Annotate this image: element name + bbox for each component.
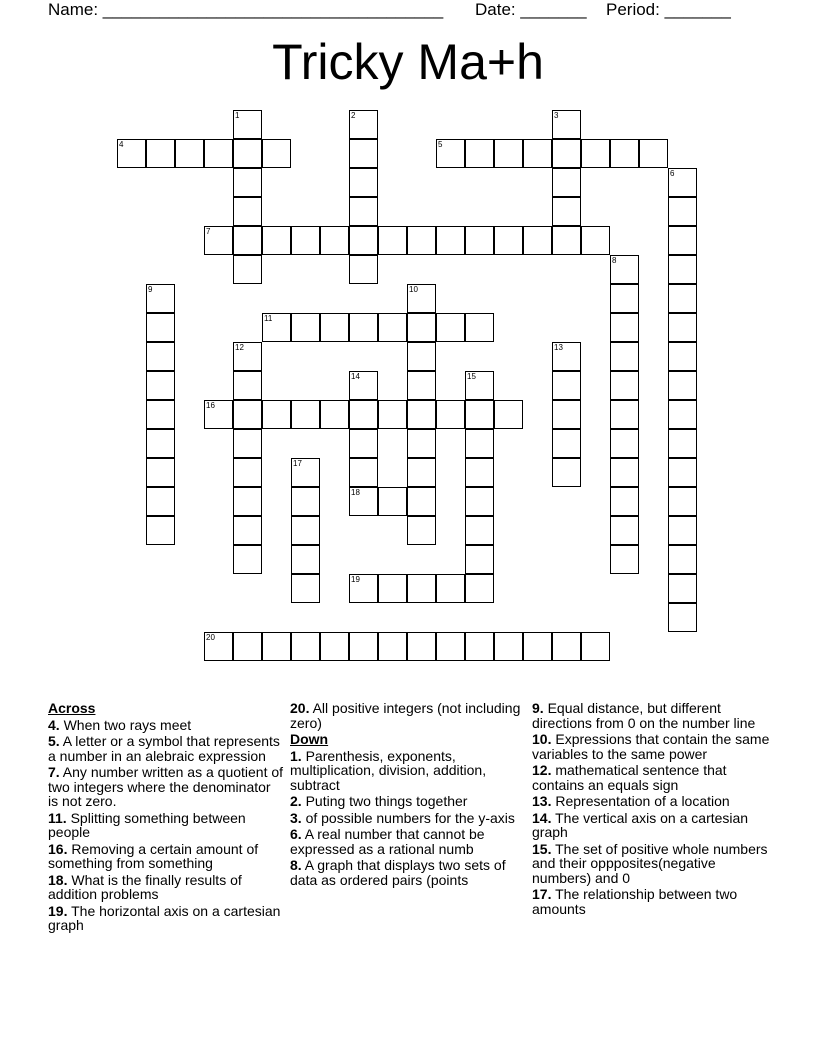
clue-text: Splitting something between people xyxy=(48,809,246,840)
crossword-cell[interactable] xyxy=(436,574,465,603)
crossword-cell[interactable] xyxy=(146,139,175,168)
crossword-cell[interactable] xyxy=(668,284,697,313)
crossword-cell[interactable] xyxy=(378,574,407,603)
clue-number-label: 14 xyxy=(351,372,360,381)
crossword-cell[interactable] xyxy=(436,400,465,429)
clue-item xyxy=(290,749,526,793)
clue-number: 6. xyxy=(290,826,302,842)
crossword-cell[interactable] xyxy=(610,139,639,168)
crossword-cell[interactable] xyxy=(291,632,320,661)
clue-number: 17. xyxy=(532,886,552,902)
crossword-cell[interactable] xyxy=(378,632,407,661)
crossword-cell[interactable] xyxy=(117,139,146,168)
crossword-cell[interactable] xyxy=(320,313,349,342)
clue-item xyxy=(532,842,772,886)
crossword-cell[interactable] xyxy=(146,487,175,516)
crossword-cell[interactable] xyxy=(465,458,494,487)
crossword-cell[interactable] xyxy=(291,574,320,603)
crossword-cell[interactable] xyxy=(146,516,175,545)
crossword-cell[interactable] xyxy=(552,168,581,197)
clue-text: The set of positive whole numbers and their oppposites(negative numbers) and 0 xyxy=(532,840,768,886)
crossword-cell[interactable] xyxy=(552,197,581,226)
crossword-cell[interactable] xyxy=(465,487,494,516)
crossword-cell[interactable] xyxy=(291,516,320,545)
crossword-cell[interactable] xyxy=(233,197,262,226)
crossword-cell[interactable] xyxy=(233,632,262,661)
student-info-header xyxy=(0,0,816,24)
clue-number-label: 4 xyxy=(119,140,124,149)
crossword-cell[interactable] xyxy=(610,400,639,429)
crossword-cell[interactable] xyxy=(407,400,436,429)
crossword-cell[interactable] xyxy=(349,574,378,603)
clue-number-label: 7 xyxy=(206,227,211,236)
clue-number: 2. xyxy=(290,793,302,809)
crossword-cell[interactable] xyxy=(639,139,668,168)
crossword-cell[interactable] xyxy=(320,400,349,429)
crossword-cell[interactable] xyxy=(233,139,262,168)
crossword-cell[interactable] xyxy=(610,429,639,458)
clue-number-label: 16 xyxy=(206,401,215,410)
clue-text: What is the finally results of addition problems xyxy=(48,871,242,902)
clue-item xyxy=(532,811,772,840)
clue-number-label: 20 xyxy=(206,633,215,642)
crossword-cell[interactable] xyxy=(581,226,610,255)
crossword-cell[interactable] xyxy=(436,139,465,168)
clue-item xyxy=(532,887,772,916)
clue-number-label: 10 xyxy=(409,285,418,294)
crossword-cell[interactable] xyxy=(465,429,494,458)
crossword-cell[interactable] xyxy=(233,429,262,458)
crossword-cell[interactable] xyxy=(668,458,697,487)
clue-text: Removing a certain amount of something from something xyxy=(48,840,259,871)
clue-number-label: 1 xyxy=(235,111,240,120)
crossword-cell[interactable] xyxy=(610,487,639,516)
crossword-cell[interactable] xyxy=(233,516,262,545)
crossword-cell[interactable] xyxy=(378,400,407,429)
crossword-cell[interactable] xyxy=(610,545,639,574)
crossword-cell[interactable] xyxy=(494,139,523,168)
crossword-cell[interactable] xyxy=(291,487,320,516)
crossword-cell[interactable] xyxy=(552,342,581,371)
crossword-cell[interactable] xyxy=(465,516,494,545)
crossword-cell[interactable] xyxy=(233,226,262,255)
crossword-cell[interactable] xyxy=(552,632,581,661)
crossword-cell[interactable] xyxy=(407,371,436,400)
across-clue-list xyxy=(48,718,284,933)
crossword-cell[interactable] xyxy=(668,197,697,226)
crossword-cell[interactable] xyxy=(262,139,291,168)
clue-number: 16. xyxy=(48,840,68,857)
crossword-cell[interactable] xyxy=(523,139,552,168)
clue-number: 11. xyxy=(48,809,67,826)
crossword-cell[interactable] xyxy=(349,400,378,429)
name-field[interactable]: Name: ____________________________________ xyxy=(48,0,444,19)
clue-number-label: 18 xyxy=(351,488,360,497)
crossword-cell[interactable] xyxy=(407,284,436,313)
crossword-cell[interactable] xyxy=(581,139,610,168)
crossword-cell[interactable] xyxy=(581,632,610,661)
crossword-cell[interactable] xyxy=(610,516,639,545)
crossword-cell[interactable] xyxy=(233,342,262,371)
crossword-cell[interactable] xyxy=(407,458,436,487)
crossword-cell[interactable] xyxy=(378,487,407,516)
crossword-cell[interactable] xyxy=(146,342,175,371)
clues-column-2 xyxy=(290,701,526,889)
clue-number: 10. xyxy=(532,731,552,747)
crossword-cell[interactable] xyxy=(523,226,552,255)
clue-number: 9. xyxy=(532,700,544,716)
crossword-cell[interactable] xyxy=(465,632,494,661)
crossword-cell[interactable] xyxy=(233,458,262,487)
clue-item xyxy=(532,732,772,761)
clue-text: Any number written as a quotient of two integers where the denominator is not zero. xyxy=(48,764,284,809)
clue-item xyxy=(290,858,526,887)
crossword-cell[interactable] xyxy=(552,400,581,429)
crossword-cell[interactable] xyxy=(233,400,262,429)
crossword-cell[interactable] xyxy=(494,226,523,255)
clue-number: 18. xyxy=(48,871,68,888)
crossword-cell[interactable] xyxy=(349,110,378,139)
clue-item xyxy=(532,701,772,730)
clue-number-label: 13 xyxy=(554,343,563,352)
crossword-cell[interactable] xyxy=(233,110,262,139)
crossword-cell[interactable] xyxy=(552,226,581,255)
clue-number: 7. xyxy=(48,764,60,780)
crossword-cell[interactable] xyxy=(233,168,262,197)
clue-number: 4. xyxy=(48,716,60,733)
crossword-cell[interactable] xyxy=(349,429,378,458)
crossword-cell[interactable] xyxy=(523,632,552,661)
crossword-cell[interactable] xyxy=(291,400,320,429)
crossword-cell[interactable] xyxy=(668,429,697,458)
page-title: Tricky Ma+h xyxy=(272,34,544,90)
crossword-cell[interactable] xyxy=(436,226,465,255)
clue-number-label: 11 xyxy=(264,314,273,323)
clue-text: mathematical sentence that contains an equals sign xyxy=(532,762,727,793)
crossword-cell[interactable] xyxy=(668,487,697,516)
crossword-cell[interactable] xyxy=(552,110,581,139)
down-clue-list-continued xyxy=(532,701,772,916)
clue-text: Representation of a location xyxy=(551,793,730,809)
clue-item xyxy=(48,734,284,763)
crossword-cell[interactable] xyxy=(668,400,697,429)
crossword-cell[interactable] xyxy=(349,255,378,284)
crossword-cell[interactable] xyxy=(407,429,436,458)
clue-item xyxy=(290,794,526,809)
crossword-cell[interactable] xyxy=(233,371,262,400)
clue-text: A graph that displays two sets of data as ordered pairs (points xyxy=(290,857,506,888)
clues-column-3 xyxy=(532,701,772,918)
crossword-cell[interactable] xyxy=(349,632,378,661)
crossword-cell[interactable] xyxy=(233,255,262,284)
crossword-cell[interactable] xyxy=(320,632,349,661)
clue-number-label: 9 xyxy=(148,285,153,294)
crossword-cell[interactable] xyxy=(610,371,639,400)
crossword-cell[interactable] xyxy=(668,516,697,545)
clue-text: The relationship between two amounts xyxy=(532,886,738,917)
crossword-cell[interactable] xyxy=(552,371,581,400)
clue-number: 3. xyxy=(290,809,302,826)
clue-number: 12. xyxy=(532,762,552,778)
clue-item xyxy=(48,873,284,902)
clue-number: 13. xyxy=(532,793,552,809)
crossword-cell[interactable] xyxy=(610,255,639,284)
crossword-cell[interactable] xyxy=(378,313,407,342)
clue-text: Parenthesis, exponents, multiplication, division, addition, subtract xyxy=(290,747,487,793)
clue-item xyxy=(532,763,772,792)
down-clue-list xyxy=(290,749,526,888)
clue-number-label: 3 xyxy=(554,111,559,120)
crossword-cell[interactable] xyxy=(349,226,378,255)
down-heading: Down xyxy=(290,731,329,747)
clue-text: The vertical axis on a cartesian graph xyxy=(532,809,749,840)
clue-text: A letter or a symbol that represents a number in an alebraic expression xyxy=(48,733,280,764)
crossword-cell[interactable] xyxy=(233,487,262,516)
clue-text: When two rays meet xyxy=(59,716,192,733)
crossword-cell[interactable] xyxy=(465,545,494,574)
crossword-cell[interactable] xyxy=(494,632,523,661)
crossword-cell[interactable] xyxy=(465,139,494,168)
crossword-cell[interactable] xyxy=(378,226,407,255)
crossword-cell[interactable] xyxy=(610,313,639,342)
clue-number-label: 19 xyxy=(351,575,360,584)
clue-text: A real number that cannot be expressed as a rational numb xyxy=(290,826,485,857)
clue-text: Puting two things together xyxy=(301,793,468,809)
crossword-cell[interactable] xyxy=(552,458,581,487)
date-field[interactable]: Date: _______ xyxy=(475,0,587,19)
clue-item xyxy=(290,811,526,826)
crossword-cell[interactable] xyxy=(262,400,291,429)
crossword-cell[interactable] xyxy=(349,458,378,487)
crossword-cell[interactable] xyxy=(668,371,697,400)
crossword-cell[interactable] xyxy=(407,313,436,342)
clue-number: 1. xyxy=(290,747,302,764)
clue-number-label: 8 xyxy=(612,256,617,265)
clue-text: Expressions that contain the same variables to the same power xyxy=(532,731,770,762)
clue-number-label: 5 xyxy=(438,140,443,149)
crossword-cell[interactable] xyxy=(349,487,378,516)
crossword-cell[interactable] xyxy=(668,168,697,197)
crossword-cell[interactable] xyxy=(320,226,349,255)
crossword-cell[interactable] xyxy=(262,313,291,342)
crossword-cell[interactable] xyxy=(465,313,494,342)
clue-item xyxy=(290,701,526,730)
clue-text: All positive integers (not including zero) xyxy=(290,700,521,731)
crossword-cell[interactable] xyxy=(262,226,291,255)
crossword-cell[interactable] xyxy=(233,545,262,574)
crossword-cell[interactable] xyxy=(436,632,465,661)
crossword-cell[interactable] xyxy=(349,139,378,168)
crossword-cell[interactable] xyxy=(610,284,639,313)
clue-item xyxy=(532,794,772,809)
crossword-cell[interactable] xyxy=(407,574,436,603)
crossword-cell[interactable] xyxy=(610,342,639,371)
crossword-cell[interactable] xyxy=(668,255,697,284)
crossword-cell[interactable] xyxy=(552,139,581,168)
crossword-cell[interactable] xyxy=(668,342,697,371)
crossword-cell[interactable] xyxy=(146,458,175,487)
crossword-cell[interactable] xyxy=(494,400,523,429)
crossword-cell[interactable] xyxy=(407,342,436,371)
crossword-cell[interactable] xyxy=(349,313,378,342)
clue-number-label: 17 xyxy=(293,459,302,468)
crossword-cell[interactable] xyxy=(146,400,175,429)
crossword-cell[interactable] xyxy=(349,168,378,197)
crossword-cell[interactable] xyxy=(668,545,697,574)
clue-number-label: 6 xyxy=(670,169,675,178)
across-heading: Across xyxy=(48,700,96,716)
crossword-cell[interactable] xyxy=(668,313,697,342)
crossword-cell[interactable] xyxy=(349,371,378,400)
crossword-cell[interactable] xyxy=(204,632,233,661)
crossword-cell[interactable] xyxy=(668,574,697,603)
crossword-cell[interactable] xyxy=(291,226,320,255)
clue-number: 19. xyxy=(48,902,68,919)
crossword-cell[interactable] xyxy=(668,226,697,255)
clue-item xyxy=(48,811,284,840)
across-clue-list-continued xyxy=(290,701,526,730)
crossword-cell[interactable] xyxy=(204,400,233,429)
crossword-cell[interactable] xyxy=(668,603,697,632)
clue-number: 8. xyxy=(290,857,302,873)
crossword-cell[interactable] xyxy=(610,458,639,487)
crossword-cell[interactable] xyxy=(465,371,494,400)
clue-number: 5. xyxy=(48,733,60,749)
crossword-cell[interactable] xyxy=(146,313,175,342)
crossword-cell[interactable] xyxy=(349,197,378,226)
crossword-cell[interactable] xyxy=(204,226,233,255)
crossword-cell[interactable] xyxy=(204,139,233,168)
clue-item xyxy=(48,765,284,809)
clue-item xyxy=(48,904,284,933)
clue-number-label: 2 xyxy=(351,111,356,120)
crossword-cell[interactable] xyxy=(146,284,175,313)
clue-item xyxy=(48,842,284,871)
clue-item xyxy=(290,827,526,856)
clues-column-1 xyxy=(48,701,284,935)
crossword-cell[interactable] xyxy=(146,429,175,458)
crossword-cell[interactable] xyxy=(407,487,436,516)
crossword-cell[interactable] xyxy=(465,226,494,255)
clue-text: of possible numbers for the y-axis xyxy=(301,809,515,826)
clue-number-label: 15 xyxy=(467,372,476,381)
clue-number: 15. xyxy=(532,840,552,857)
crossword-cell[interactable] xyxy=(146,371,175,400)
crossword-cell[interactable] xyxy=(407,516,436,545)
crossword-cell[interactable] xyxy=(407,632,436,661)
crossword-cell[interactable] xyxy=(291,313,320,342)
crossword-cell[interactable] xyxy=(291,458,320,487)
crossword-cell[interactable] xyxy=(436,313,465,342)
crossword-cell[interactable] xyxy=(465,574,494,603)
clue-number-label: 12 xyxy=(235,343,244,352)
crossword-cell[interactable] xyxy=(291,545,320,574)
crossword-cell[interactable] xyxy=(262,632,291,661)
crossword-cell[interactable] xyxy=(465,400,494,429)
clue-item xyxy=(48,718,284,733)
clue-number: 14. xyxy=(532,809,552,826)
clue-text: Equal distance, but different directions from 0 on the number line xyxy=(532,700,756,731)
clue-number: 20. xyxy=(290,700,310,716)
crossword-cell[interactable] xyxy=(552,429,581,458)
crossword-cell[interactable] xyxy=(175,139,204,168)
period-field[interactable]: Period: _______ xyxy=(606,0,731,19)
crossword-cell[interactable] xyxy=(407,226,436,255)
clue-text: The horizontal axis on a cartesian graph xyxy=(48,902,281,933)
